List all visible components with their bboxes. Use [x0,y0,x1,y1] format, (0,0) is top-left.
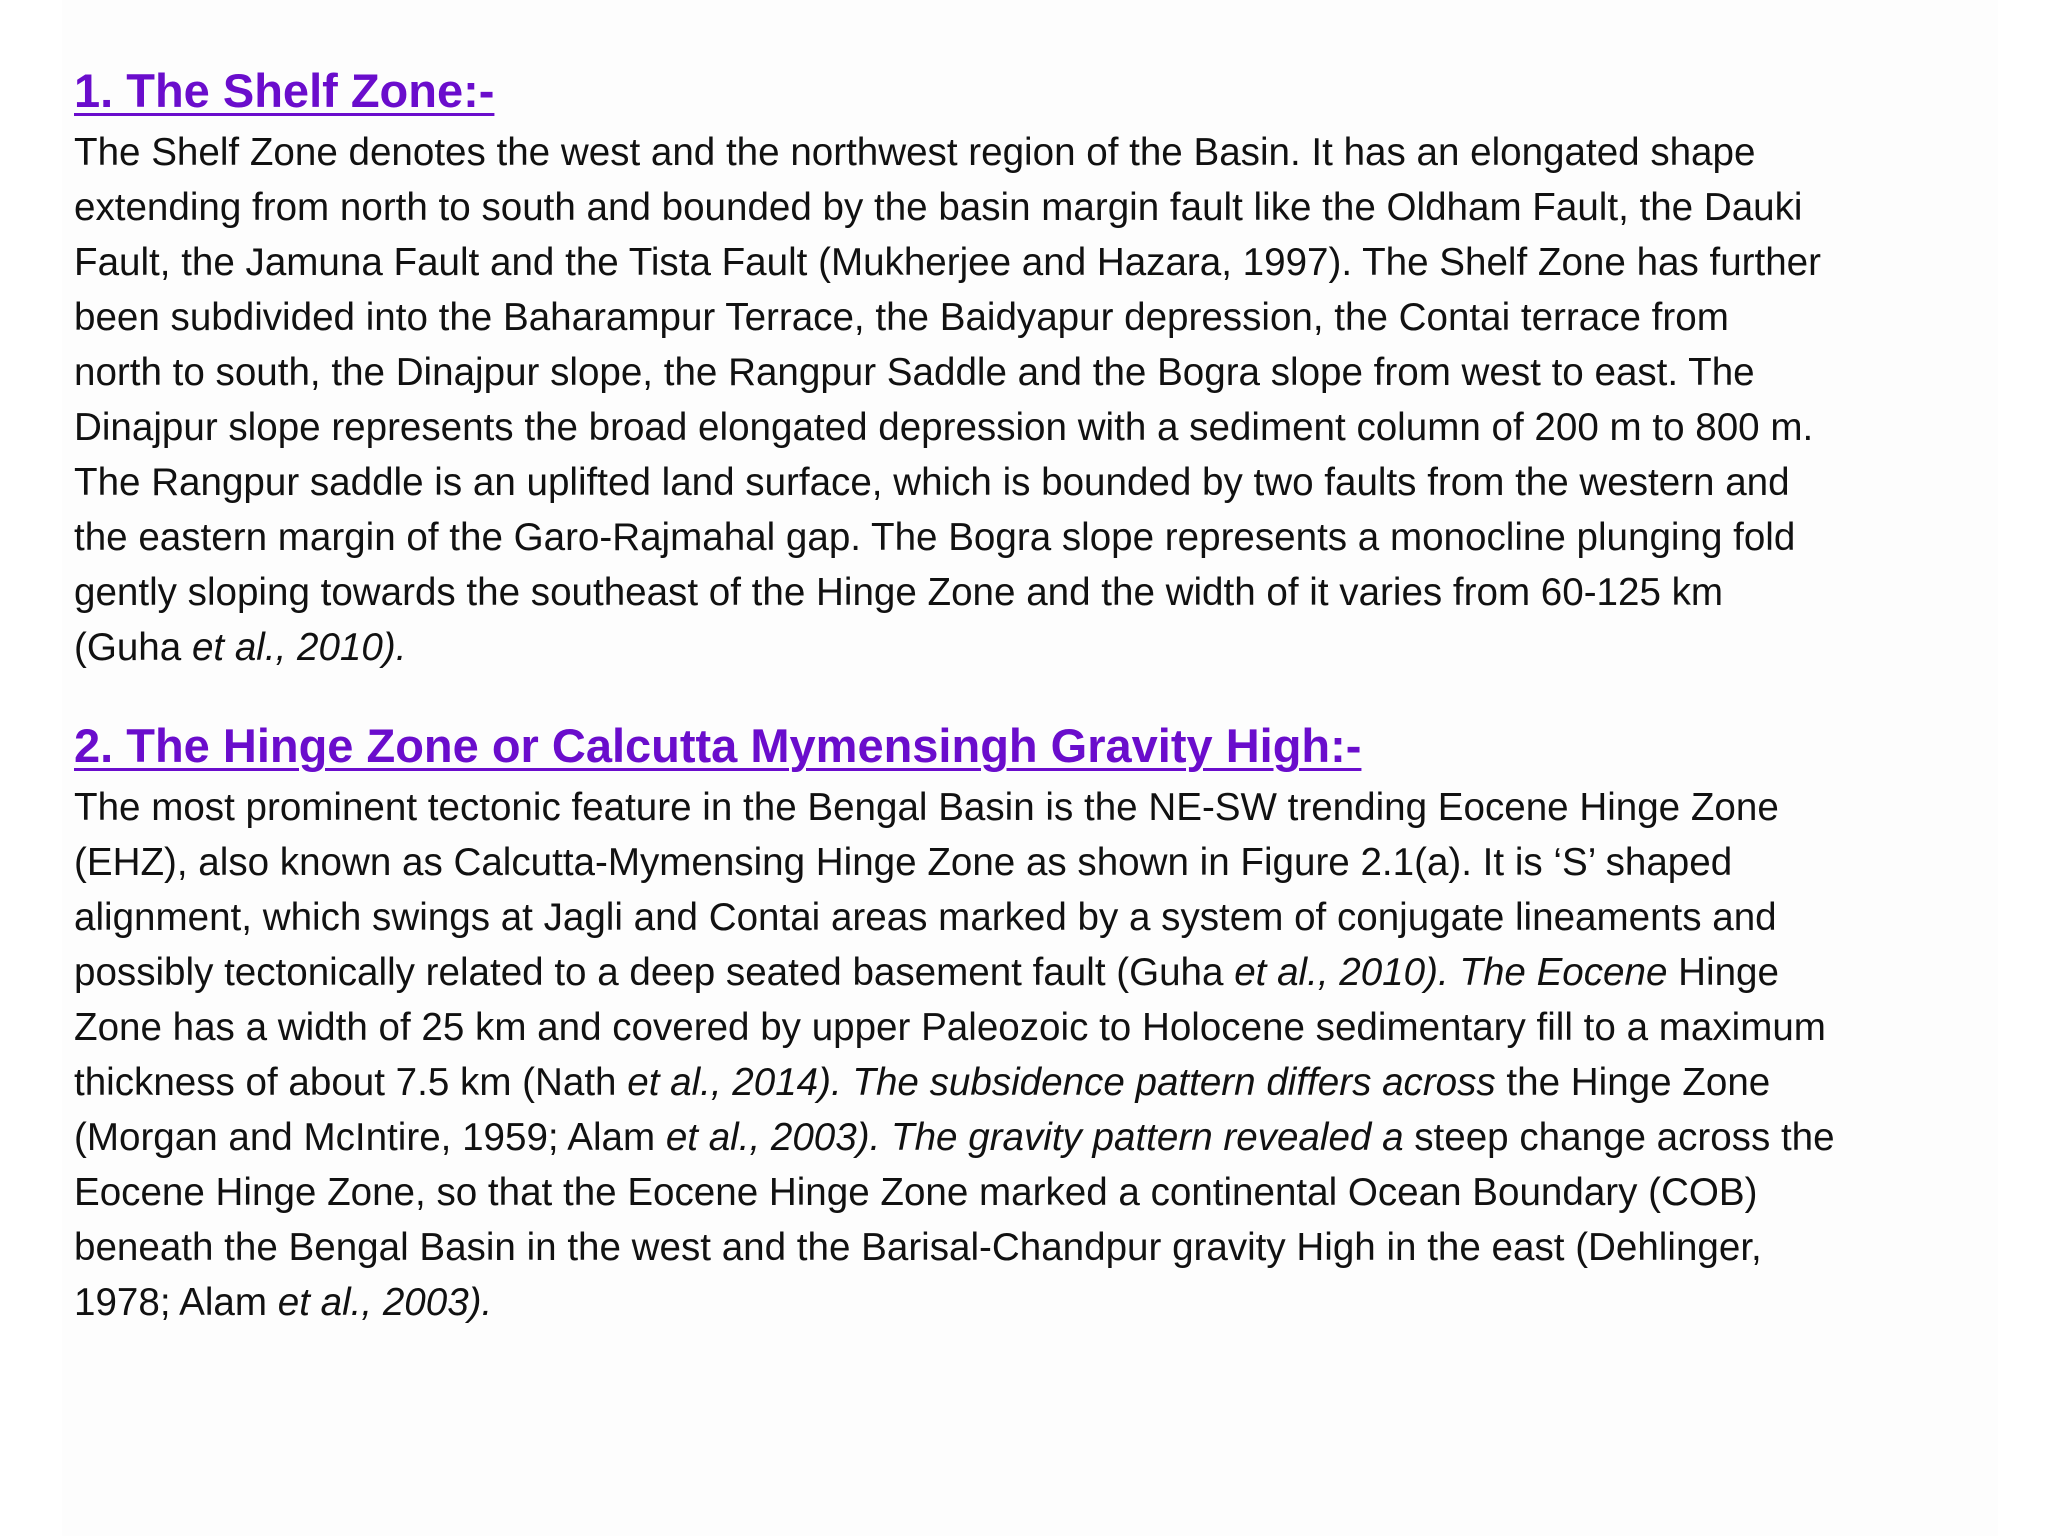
text-run: Hinge [1667,950,1779,994]
text-run: gently sloping towards the southeast of the Hinge Zone and the width of it varies from 60-125 km [74,570,1724,614]
italic-text: et al., 2003). The gravity pattern revealed a [665,1115,1404,1159]
italic-text: et al., 2003). [277,1280,493,1324]
section-heading: 1. The Shelf Zone:- [74,64,495,117]
document-body [74,62,1994,1330]
text-run: possibly tectonically related to a deep seated basement fault (Guha [74,950,1235,994]
text-run: the Hinge Zone [1495,1060,1771,1104]
text-run: beneath the Bengal Basin in the west and the Barisal-Chandpur gravity High in the east (Dehlinger, [74,1225,1762,1269]
text-run: (Guha [74,625,192,669]
italic-text: et al., 2014). The subsidence pattern differs across [627,1060,1496,1104]
text-run: Dinajpur slope represents the broad elongated depression with a sediment column of 200 m to 800 m. [74,405,1814,449]
text-run: extending from north to south and bounded by the basin margin fault like the Oldham Fault, the Dauki [74,185,1803,229]
text-run: the eastern margin of the Garo-Rajmahal gap. The Bogra slope represents a monocline plunging fold [74,515,1796,559]
text-run: 1978; Alam [74,1280,278,1324]
text-run: The Rangpur saddle is an uplifted land surface, which is bounded by two faults from the western and [74,460,1790,504]
text-run: (Morgan and McIntire, 1959; Alam [74,1115,666,1159]
text-run: steep change across the [1403,1115,1835,1159]
text-run: alignment, which swings at Jagli and Contai areas marked by a system of conjugate lineaments and [74,895,1777,939]
text-run: (EHZ), also known as Calcutta-Mymensing Hinge Zone as shown in Figure 2.1(a). It is ‘S’ shaped [74,840,1733,884]
text-run: The Shelf Zone denotes the west and the northwest region of the Basin. It has an elongated shape [74,130,1756,174]
text-run: thickness of about 7.5 km (Nath [74,1060,628,1104]
text-run: Zone has a width of 25 km and covered by upper Paleozoic to Holocene sedimentary fill to a maximum [74,1005,1826,1049]
italic-text: et al., 2010). The Eocene [1234,950,1668,994]
text-run: The most prominent tectonic feature in the Bengal Basin is the NE-SW trending Eocene Hinge Zone [74,785,1779,829]
text-run: been subdivided into the Baharampur Terrace, the Baidyapur depression, the Contai terrace from [74,295,1729,339]
text-run: north to south, the Dinajpur slope, the Rangpur Saddle and the Bogra slope from west to east. The [74,350,1755,394]
section-paragraph [74,125,1994,675]
text-run: Fault, the Jamuna Fault and the Tista Fault (Mukherjee and Hazara, 1997). The Shelf Zone has further [74,240,1821,284]
section-heading: 2. The Hinge Zone or Calcutta Mymensingh Gravity High:- [74,718,1362,772]
section-hinge-zone [74,717,1994,1330]
section-shelf-zone [74,62,1994,675]
italic-text: et al., 2010). [191,625,407,669]
text-run: Eocene Hinge Zone, so that the Eocene Hinge Zone marked a continental Ocean Boundary (COB) [74,1170,1758,1214]
section-paragraph [74,780,1994,1330]
